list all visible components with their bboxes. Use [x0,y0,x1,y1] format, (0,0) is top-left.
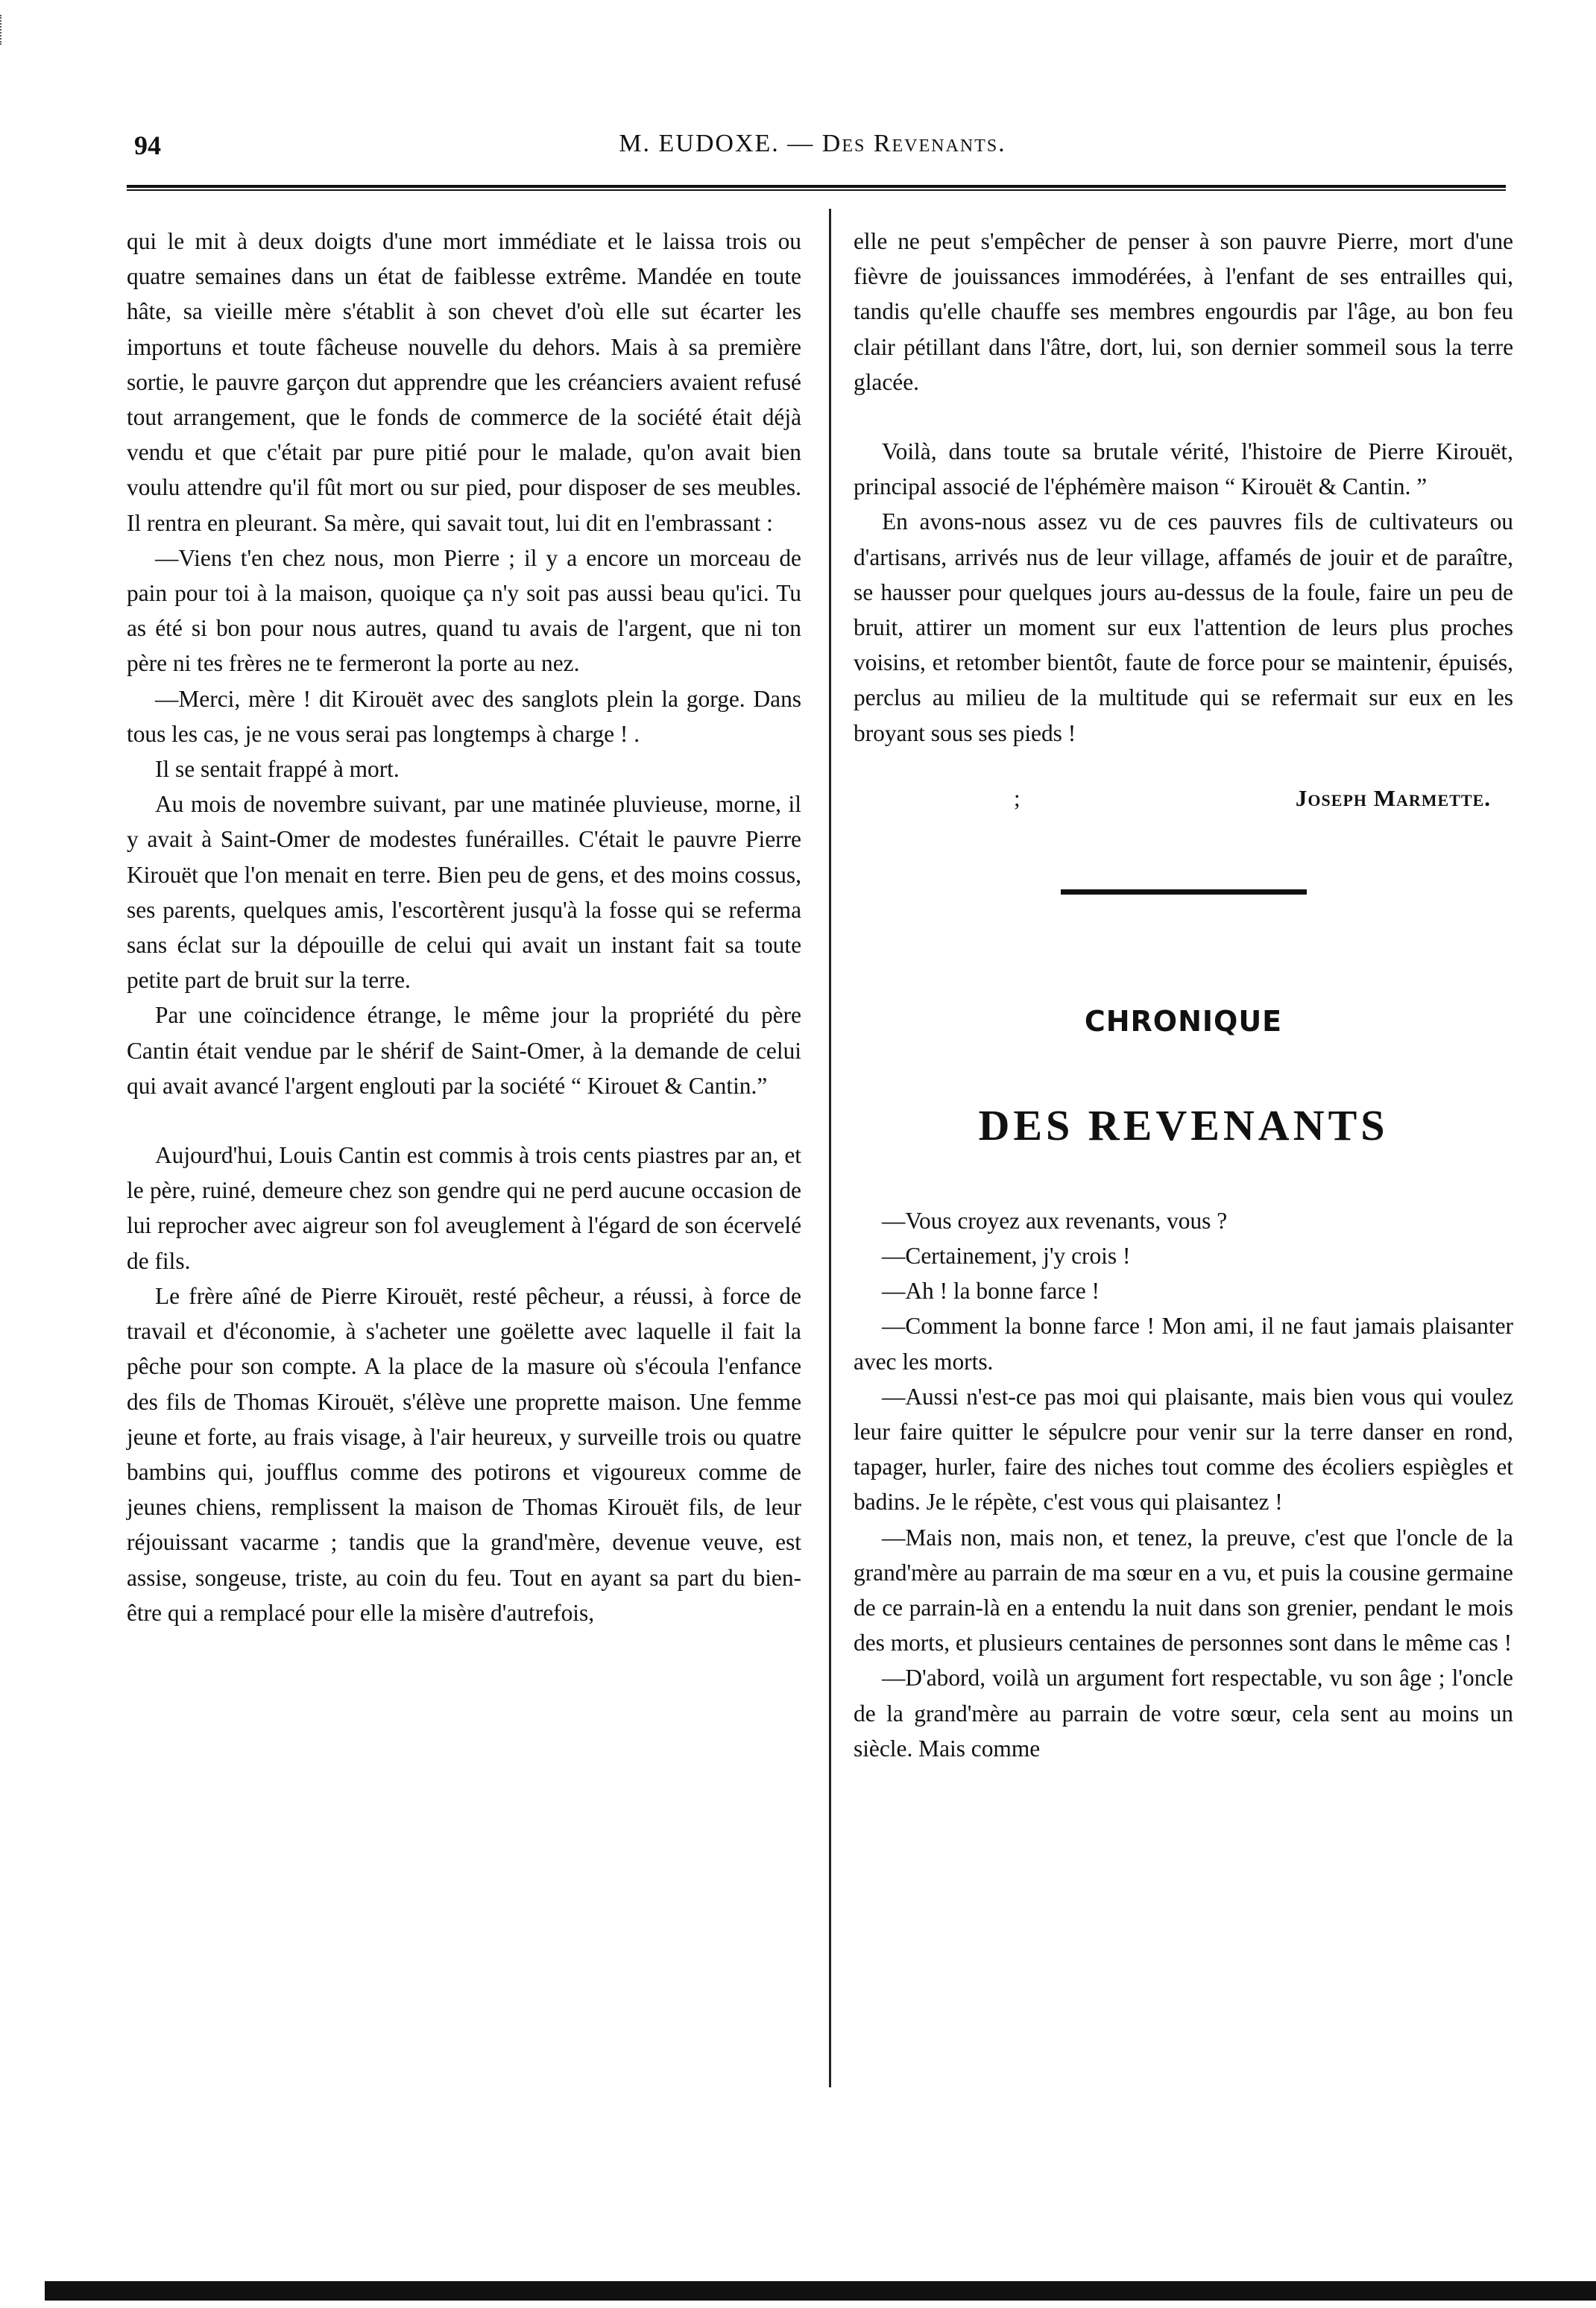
paragraph: En avons-nous assez vu de ces pauvres fils de cultivateurs ou d'artisans, arrivés nus de leur village, affamés de jouir et de paraître, se hausser pour quelques jours au-dessus de la foule, faire un peu de bruit, attirer un moment sur eux l'attention de leurs plus proches voisins, et retomber bientôt, faute de force pour se maintenir, épuisés, perclus au milieu de la multitude qui se refermait sur eux en les broyant sous ses pieds ! [854,508,1513,746]
signature-mark: ; [1014,784,1021,811]
section-rule [1061,889,1307,895]
running-title-work: Des Revenants. [821,130,1006,157]
paragraph: Par une coïncidence étrange, le même jour la propriété du père Cantin était vendue par le shérif de Saint-Omer, à la demande de celui qui avait avancé l'argent englouti par la société “ Kirouet & Cantin.” [127,1002,801,1099]
page-number: 94 [134,130,161,160]
right-column [854,224,1513,1766]
left-column [127,224,801,1630]
paragraph: Le frère aîné de Pierre Kirouët, resté pêcheur, a réussi, à force de travail et d'économie, à s'acheter une goëlette avec laquelle il fait la pêche pour son compte. A la place de la masure où s'écoula l'enfance des fils de Thomas Kirouët, s'élève une proprette maison. Une femme jeune et forte, au frais visage, à l'air heureux, y surveille trois ou quatre bambins qui, joufflus comme des potirons et vigoureux comme de jeunes chiens, remplissent la maison de Thomas Kirouët fils, de leur réjouissant vacarme ; tandis que la grand'mère, devenue veuve, est assise, songeuse, triste, au coin du feu. Tout en ayant sa part du bien-être qui a remplacé pour elle la misère d'autrefois, [127,1282,801,1626]
paragraph: elle ne peut s'empêcher de penser à son pauvre Pierre, mort d'une fièvre de jouissances immodérées, à l'enfant de ses entrailles qui, tandis qu'elle chauffe ses membres engourdis par l'âge, au bon feu clair pétillant dans l'âtre, dort, lui, son dernier sommeil sous la terre glacée. [854,228,1513,395]
section-label: CHRONIQUE [1084,1004,1283,1038]
signature-line [854,778,1513,819]
paragraph: —Mais non, mais non, et tenez, la preuve, c'est que l'oncle de la grand'mère au parrain de ma sœur en a vu, et puis la cousine germaine de ce parrain-là en a entendu la nuit dans son grenier, pendant le mois des morts, et plusieurs centaines de personnes sont dans le même cas ! [854,1524,1513,1656]
running-title-author: M. EUDOXE. — [619,130,815,157]
scan-mark [0,15,6,45]
paragraph-gap [127,1103,801,1138]
paragraph: —Comment la bonne farce ! Mon ami, il ne faut jamais plaisanter avec les morts. [854,1313,1513,1375]
paragraph: Il se sentait frappé à mort. [155,756,400,783]
paragraph: —Ah ! la bonne farce ! [882,1278,1100,1305]
running-header [127,125,1498,170]
paragraph: —Certainement, j'y crois ! [882,1243,1131,1270]
paragraph: —Viens t'en chez nous, mon Pierre ; il y a encore un morceau de pain pour toi à la maison, quoique ça n'y soit pas aussi beau qu'ici. Tu as été si bon pour nous autres, quand tu avais de l'argent, que ni ton père ni tes frères ne te fermeront la porte au nez. [127,544,801,677]
paragraph: —Vous croyez aux revenants, vous ? [882,1207,1228,1234]
section-title: DES REVENANTS [978,1100,1389,1150]
paragraph-gap [854,400,1513,434]
header-rule [127,185,1506,191]
story-ending [854,224,1513,751]
paragraph: Voilà, dans toute sa brutale vérité, l'histoire de Pierre Kirouët, principal associé de l'éphémère maison “ Kirouët & Cantin. ” [854,438,1513,500]
running-title [127,130,1498,158]
bottom-border [45,2281,1596,2301]
paragraph: qui le mit à deux doigts d'une mort immédiate et le laissa trois ou quatre semaines dans un état de faiblesse extrême. Mandée en toute hâte, sa vieille mère s'établit à son chevet d'où elle sut écarter les importuns et toute fâcheuse nouvelle du dehors. Mais à sa première sortie, le pauvre garçon dut apprendre que les créanciers avaient refusé tout arrangement, que le fonds de commerce de la société était déjà vendu et que c'était par pure pitié pour le malade, qu'on avait bien voulu attendre qu'il fût mort ou sur pied, pour disposer de ses meubles. Il rentra en pleurant. Sa mère, qui savait tout, lui dit en l'embrassant : [127,228,801,536]
paragraph: Aujourd'hui, Louis Cantin est commis à trois cents piastres par an, et le père, ruiné, demeure chez son gendre qui ne perd aucune occasion de lui reprocher avec aigreur son fol aveuglement à l'égard de son écervelé de fils. [127,1142,801,1274]
author-signature: Joseph Marmette. [1295,784,1491,811]
column-divider [829,209,831,2087]
dialogue [854,1203,1513,1766]
paragraph: —Merci, mère ! dit Kirouët avec des sanglots plein la gorge. Dans tous les cas, je ne vous serai pas longtemps à charge ! . [127,685,801,747]
paragraph: —D'abord, voilà un argument fort respectable, vu son âge ; l'oncle de la grand'mère au parrain de votre sœur, cela sent au moins un siècle. Mais comme [854,1665,1513,1762]
paragraph: —Aussi n'est-ce pas moi qui plaisante, mais bien vous qui voulez leur faire quitter le sépulcre pour venir sur la terre danser en rond, tapager, hurler, faire des niches tout comme des écoliers espiègles et badins. Je le répète, c'est vous qui plaisantez ! [854,1383,1513,1516]
paragraph: Au mois de novembre suivant, par une matinée pluvieuse, morne, il y avait à Saint-Omer de modestes funérailles. C'était le pauvre Pierre Kirouët que l'on menait en terre. Bien peu de gens, et des moins cossus, ses parents, quelques amis, l'escortèrent jusqu'à la fosse qui se referma sans éclat sur la dépouille de celui qui avait un instant fait sa toute petite part de bruit sur la terre. [127,791,801,994]
